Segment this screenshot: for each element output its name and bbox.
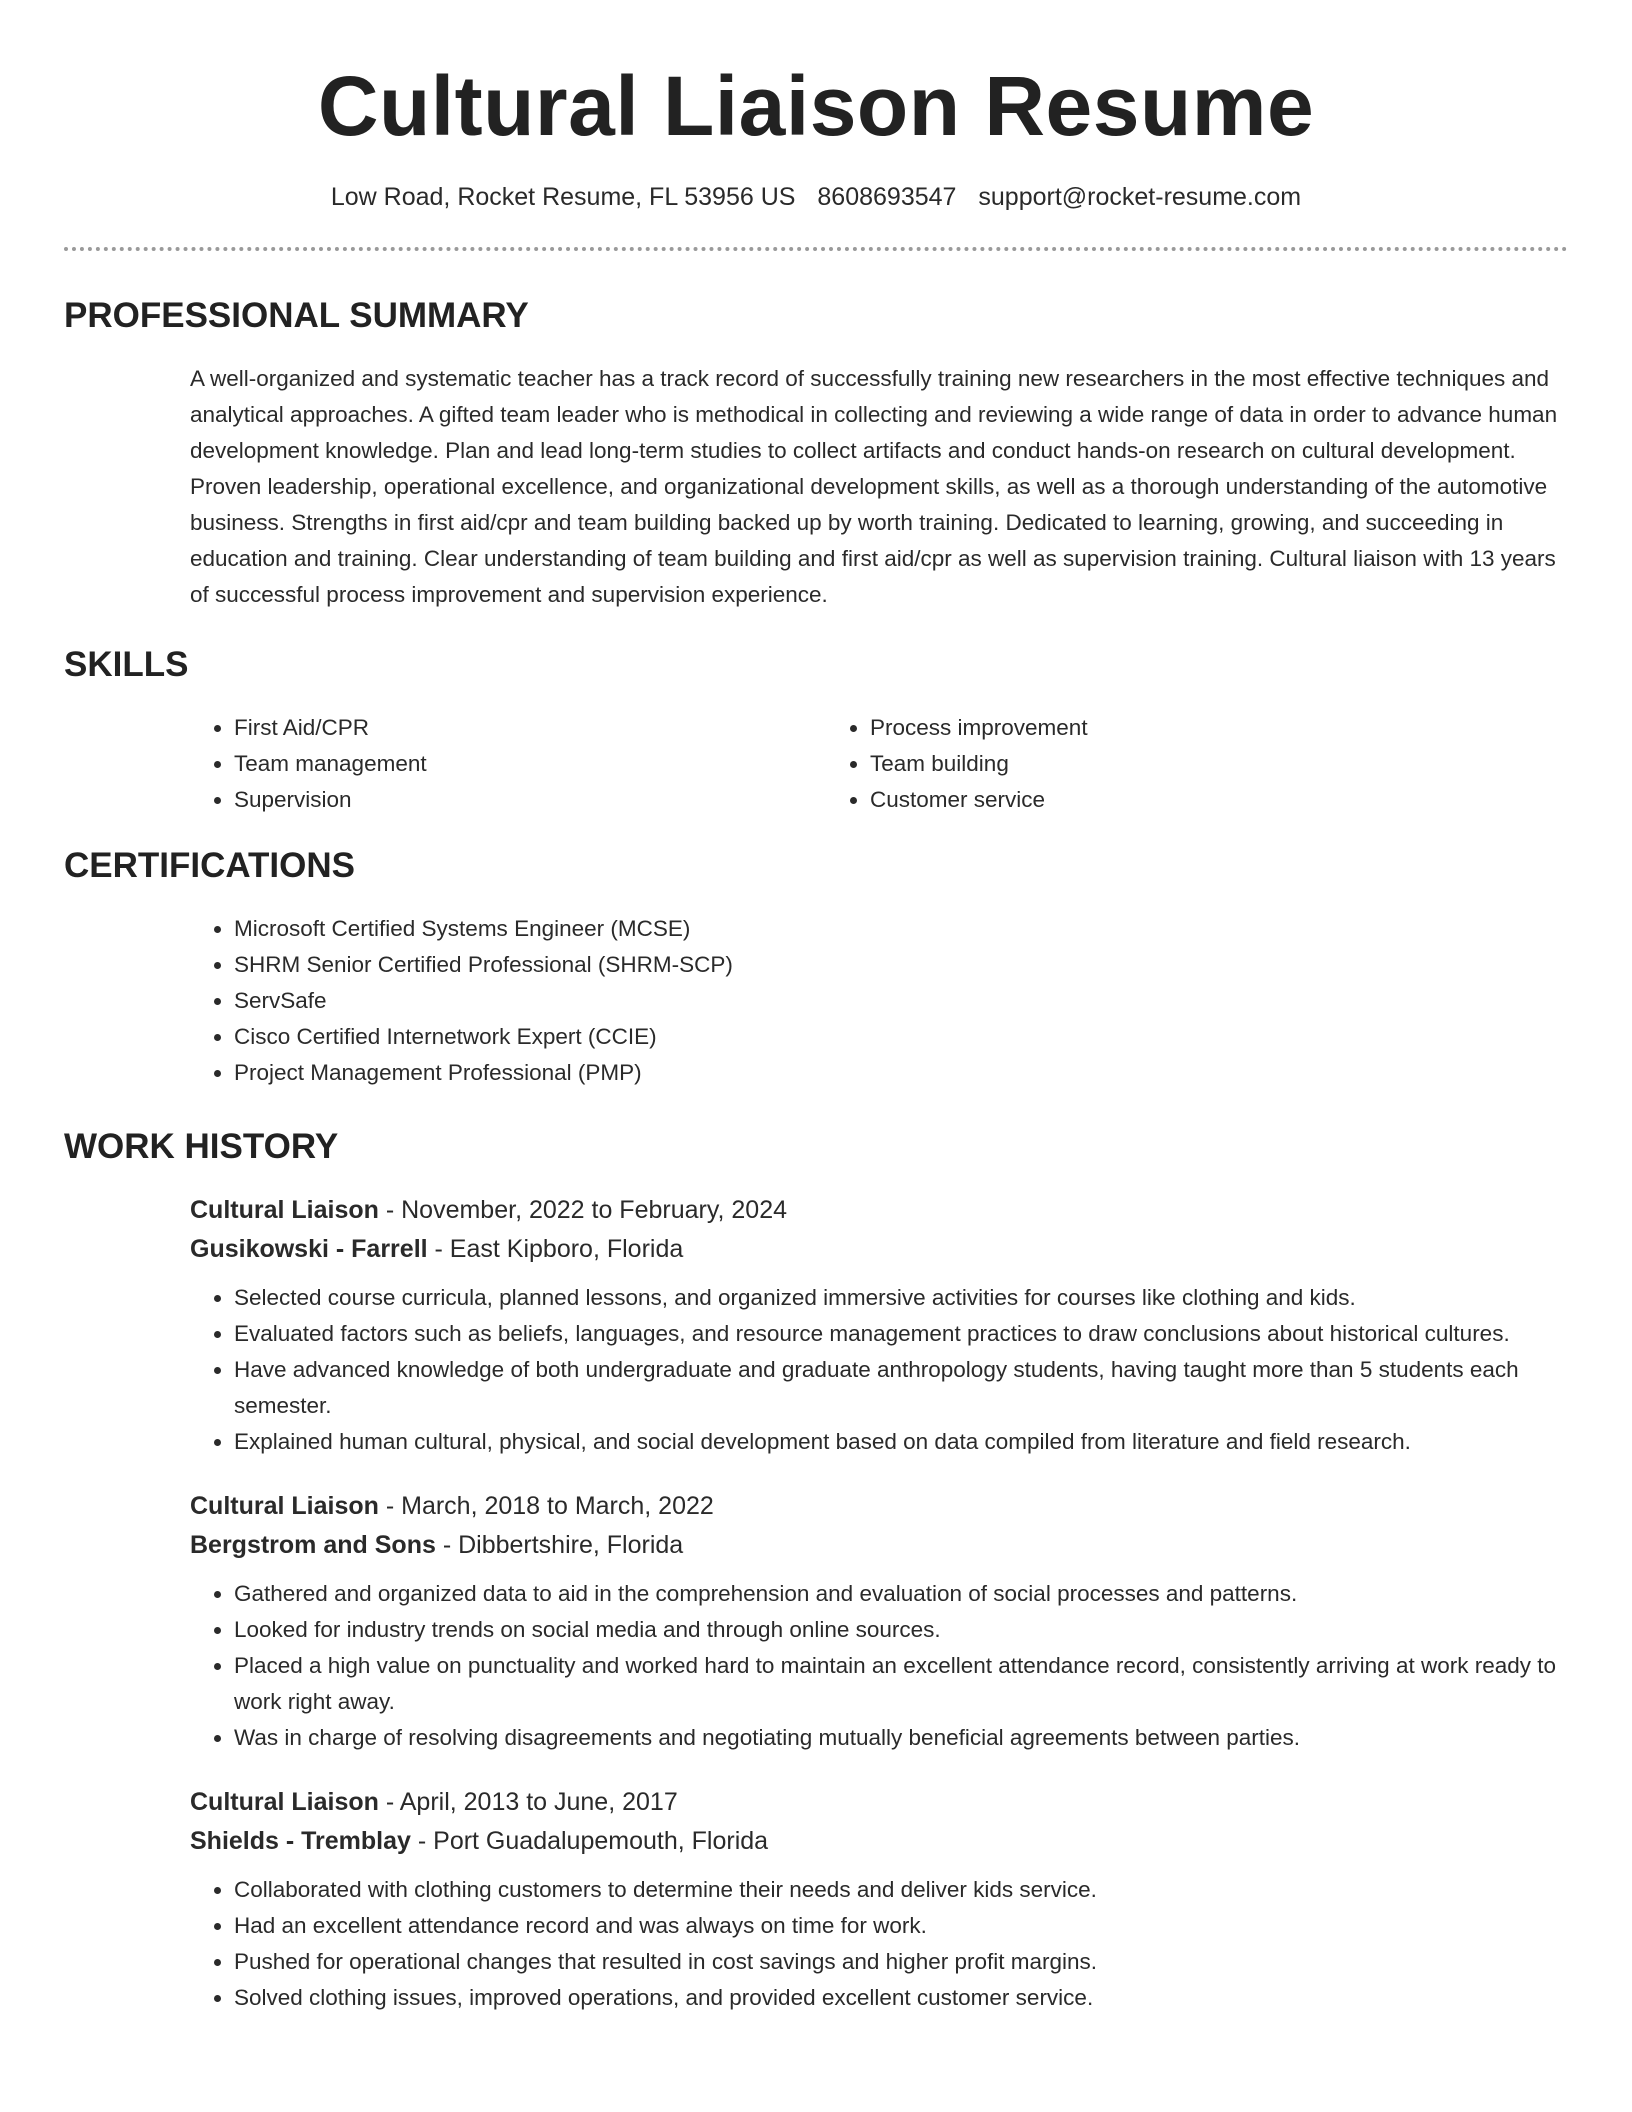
job-bullet: • Evaluated factors such as beliefs, languages, and resource management practices to draw conclusions about historical cultures. [234,1316,1568,1352]
job-entry [190,1487,1568,1756]
job-bullet: • Explained human cultural, physical, and social development based on data compiled from literature and field research. [234,1424,1568,1460]
job-company-line [190,1822,1568,1861]
certification-item: • Microsoft Certified Systems Engineer (MCSE) [234,911,1568,947]
certification-item: • SHRM Senior Certified Professional (SHRM-SCP) [234,947,1568,983]
certification-item: • ServSafe [234,983,1568,1019]
contact-email: support@rocket-resume.com [978,183,1302,211]
skills-column-left [190,710,826,818]
header-divider [64,247,1568,251]
job-dates: - March, 2018 to March, 2022 [378,1492,714,1520]
job-bullet: • Gathered and organized data to aid in the comprehension and evaluation of social processes and patterns. [234,1576,1568,1612]
job-title: Cultural Liaison [190,1788,379,1816]
skill-item: • Supervision [234,782,826,818]
job-bullet: • Pushed for operational changes that resulted in cost savings and higher profit margins. [234,1944,1568,1980]
certification-item: • Project Management Professional (PMP) [234,1055,1568,1091]
skill-item: • Customer service [870,782,1462,818]
skills-list [190,710,1568,818]
certification-item: • Cisco Certified Internetwork Expert (CCIE) [234,1019,1568,1055]
job-dates: - April, 2013 to June, 2017 [378,1788,678,1816]
skills-column-right [826,710,1462,818]
skill-item: • Team management [234,746,826,782]
skill-item: • Team building [870,746,1462,782]
resume-page [64,0,1568,2016]
job-dates: - November, 2022 to February, 2024 [378,1196,787,1224]
skill-item: • First Aid/CPR [234,710,826,746]
skills-heading: SKILLS [64,645,189,684]
summary-heading: PROFESSIONAL SUMMARY [64,296,529,335]
job-location: - Port Guadalupemouth, Florida [410,1827,769,1855]
job-company-line [190,1230,1568,1269]
job-bullet: • Placed a high value on punctuality and worked hard to maintain an excellent attendance record, consistently arriving at work ready to work right away. [234,1648,1568,1720]
work-history-heading: WORK HISTORY [64,1127,339,1166]
contact-phone: 8608693547 [817,183,957,211]
job-title-line [190,1487,1568,1526]
job-company: Gusikowski - Farrell [190,1235,428,1263]
job-title: Cultural Liaison [190,1492,379,1520]
job-title: Cultural Liaison [190,1196,379,1224]
job-title-line [190,1191,1568,1230]
job-bullet: • Was in charge of resolving disagreements and negotiating mutually beneficial agreements between parties. [234,1720,1568,1756]
certifications-list [190,911,1568,1091]
job-company: Bergstrom and Sons [190,1531,436,1559]
job-bullets [190,1872,1568,2016]
job-bullet: • Solved clothing issues, improved operations, and provided excellent customer service. [234,1980,1568,2016]
certifications-heading: CERTIFICATIONS [64,846,356,885]
job-location: - Dibbertshire, Florida [435,1531,684,1559]
job-title-line [190,1783,1568,1822]
job-bullet: • Have advanced knowledge of both undergraduate and graduate anthropology students, having taught more than 5 students each semester. [234,1352,1568,1424]
contact-address: Low Road, Rocket Resume, FL 53956 US [330,183,796,211]
job-bullets [190,1576,1568,1756]
job-bullet: • Collaborated with clothing customers to determine their needs and deliver kids service. [234,1872,1568,1908]
job-entry [190,1783,1568,2016]
skill-item: • Process improvement [870,710,1462,746]
contact-line [64,181,1568,213]
job-bullet: • Looked for industry trends on social media and through online sources. [234,1612,1568,1648]
resume-title: Cultural Liaison Resume [317,59,1315,153]
job-entry [190,1191,1568,1460]
job-company: Shields - Tremblay [190,1827,411,1855]
job-location: - East Kipboro, Florida [427,1235,684,1263]
job-company-line [190,1526,1568,1565]
summary-text: A well-organized and systematic teacher has a track record of successfully training new researchers in the most effective techniques and analytical approaches. A gifted team leader who is methodical in collecting and reviewing a wide range of data in order to advance human development knowledge. Plan and lead long-term studies to collect artifacts and conduct hands-on research on cultural development. Proven leadership, operational excellence, and organizational development skills, as well as a thorough understanding of the automotive business. Strengths in first aid/cpr and team building backed up by worth training. Dedicated to learning, growing, and succeeding in education and training. Clear understanding of team building and first aid/cpr as well as supervision training. Cultural liaison with 13 years of successful process improvement and supervision experience. [190,366,1558,607]
job-bullet: • Selected course curricula, planned lessons, and organized immersive activities for courses like clothing and kids. [234,1280,1568,1316]
job-bullet: • Had an excellent attendance record and was always on time for work. [234,1908,1568,1944]
job-bullets [190,1280,1568,1460]
